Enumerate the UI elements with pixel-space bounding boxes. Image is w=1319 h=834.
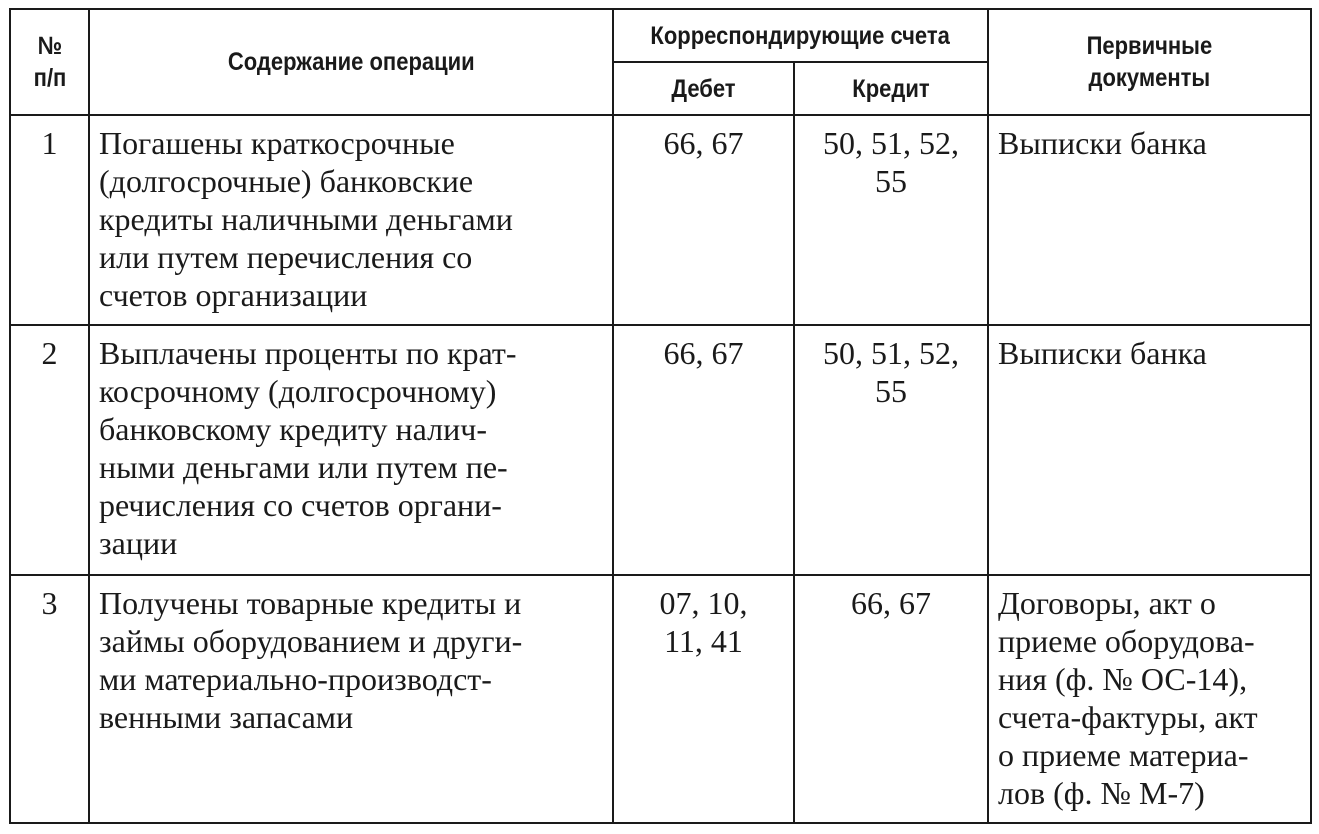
primary-documents-line: Выписки банка: [998, 335, 1207, 371]
primary-documents-line: счета-фактуры, акт: [998, 699, 1258, 735]
credit-accounts-line: 55: [875, 163, 907, 199]
operation-content-line: речисления со счетов органи-: [99, 487, 502, 523]
operation-content-line: (долгосрочные) банковские: [99, 163, 474, 199]
operation-content-line: кредиты наличными деньгами: [99, 201, 513, 237]
operation-content: [89, 115, 613, 325]
operation-content-line: банковскому кредиту налич-: [99, 411, 487, 447]
header-num: № п/п: [10, 9, 89, 115]
credit-accounts-line: 55: [875, 373, 907, 409]
debit-accounts-line: 11, 41: [664, 623, 743, 659]
primary-documents-line: лов (ф. № М-7): [998, 775, 1205, 811]
debit-accounts: [613, 575, 794, 823]
primary-documents: [988, 325, 1311, 575]
operation-content-line: счетов организации: [99, 277, 368, 313]
primary-documents-line: ния (ф. № ОС-14),: [998, 661, 1248, 697]
accounting-table: [9, 8, 1312, 824]
primary-documents-line: о приеме материа-: [998, 737, 1249, 773]
debit-accounts-line: 66, 67: [663, 335, 744, 371]
header-primary-docs: Первичные документы: [988, 9, 1311, 115]
operation-content-line: зации: [99, 525, 178, 561]
operation-content-line: косрочному (долгосрочному): [99, 373, 497, 409]
operation-content-line: венными запасами: [99, 699, 354, 735]
primary-documents-line: Договоры, акт о: [998, 585, 1216, 621]
operation-content-line: ми материально-производст-: [99, 661, 492, 697]
operation-content-line: ными деньгами или путем пе-: [99, 449, 508, 485]
debit-accounts: [613, 325, 794, 575]
row-number: 2: [10, 325, 89, 575]
operation-content-line: Получены товарные кредиты и: [99, 585, 522, 621]
credit-accounts-line: 50, 51, 52,: [823, 125, 959, 161]
primary-documents-line: Выписки банка: [998, 125, 1207, 161]
header-corr-accounts: Корреспондирующие счета: [613, 9, 988, 62]
debit-accounts-line: 07, 10,: [659, 585, 748, 621]
operation-content-line: займы оборудованием и други-: [99, 623, 523, 659]
table-row: [10, 575, 1311, 823]
operation-content-line: или путем перечисления со: [99, 239, 473, 275]
table-row: [10, 115, 1311, 325]
operation-content: [89, 575, 613, 823]
table-body: [10, 115, 1311, 823]
table-header: [10, 9, 1311, 115]
operation-content: [89, 325, 613, 575]
header-content: Содержание операции: [89, 9, 613, 115]
table-row: [10, 325, 1311, 575]
primary-documents: [988, 575, 1311, 823]
operation-content-line: Выплачены проценты по крат-: [99, 335, 517, 371]
credit-accounts-line: 66, 67: [851, 585, 931, 621]
debit-accounts: [613, 115, 794, 325]
primary-documents-line: приеме оборудова-: [998, 623, 1255, 659]
header-credit: Кредит: [794, 62, 988, 115]
primary-documents: [988, 115, 1311, 325]
credit-accounts: [794, 575, 988, 823]
header-debit: Дебет: [613, 62, 794, 115]
credit-accounts: [794, 115, 988, 325]
row-number: 1: [10, 115, 89, 325]
row-number: 3: [10, 575, 89, 823]
operation-content-line: Погашены краткосрочные: [99, 125, 455, 161]
credit-accounts-line: 50, 51, 52,: [823, 335, 959, 371]
credit-accounts: [794, 325, 988, 575]
debit-accounts-line: 66, 67: [663, 125, 744, 161]
